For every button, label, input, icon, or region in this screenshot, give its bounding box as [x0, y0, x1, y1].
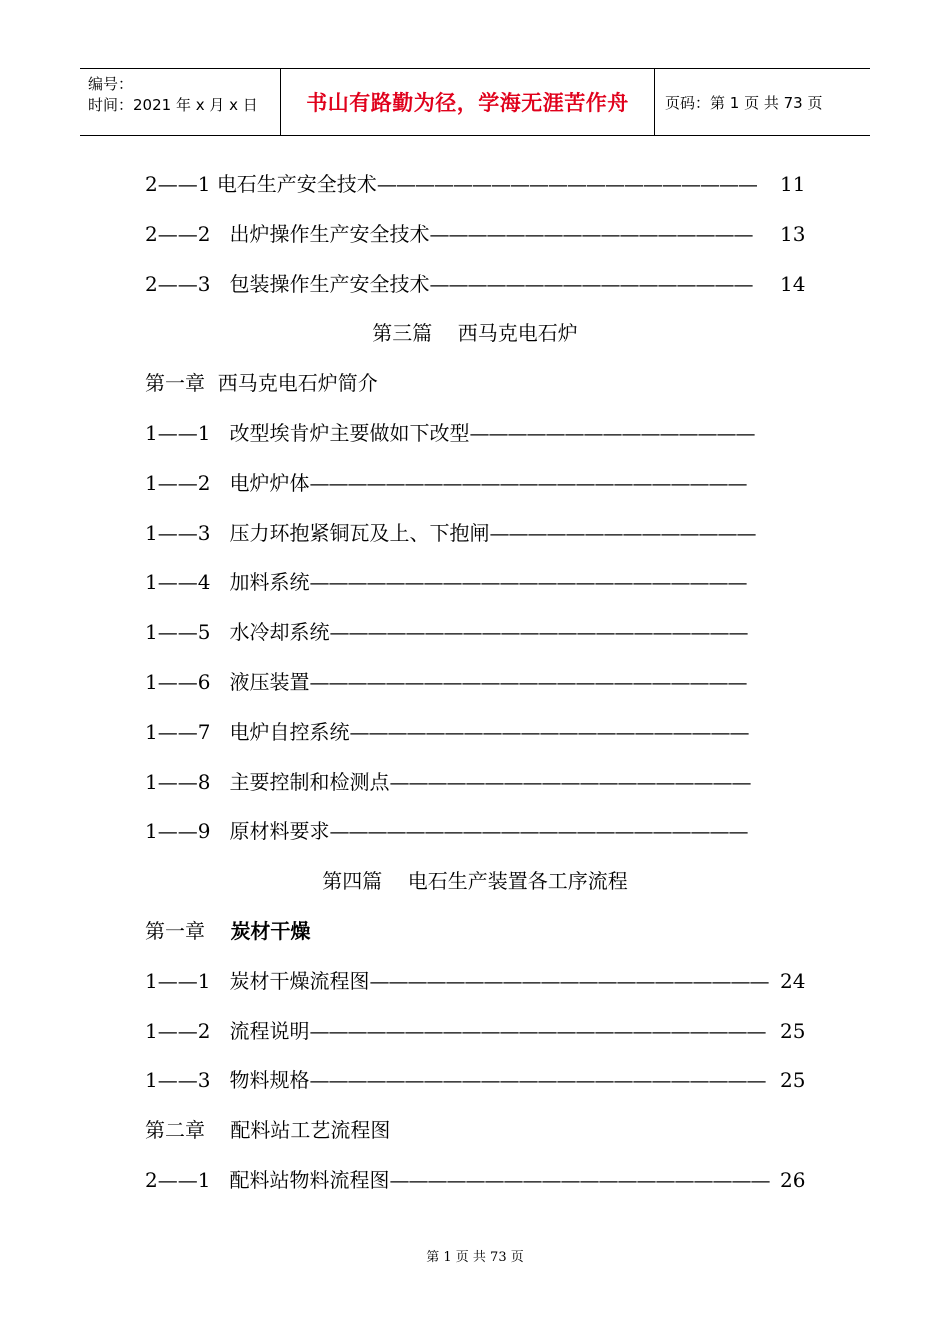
toc-entry-number: 1——5	[145, 620, 211, 644]
toc-entry-page: 14	[780, 272, 806, 296]
toc-leader: ————————————————————	[389, 1168, 770, 1192]
toc-entry-number: 1——1	[145, 969, 211, 993]
toc-entry-number: 2——1	[145, 1168, 211, 1192]
toc-leader: ———————————————	[469, 421, 755, 445]
toc-entry-page: 25	[780, 1019, 806, 1043]
toc-entry-title: 压力环抱紧铜瓦及上、下抱闸	[229, 521, 490, 545]
header-meta	[80, 69, 281, 135]
toc-entry-title: 电炉炉体	[229, 471, 310, 495]
toc-leader: —————————————————	[429, 222, 753, 246]
toc-entry-number: 1——7	[145, 720, 211, 744]
toc-entry-number: 2——2	[145, 222, 211, 246]
toc-entry-title: 电石生产安全技术	[216, 172, 377, 196]
toc-leader: ————————————————————————	[309, 1019, 766, 1043]
toc-entry[interactable]	[145, 420, 755, 446]
toc-entry[interactable]	[145, 569, 747, 595]
toc-entry-title: 加料系统	[229, 570, 310, 594]
toc-entry-title: 主要控制和检测点	[229, 770, 390, 794]
chapter-heading	[145, 370, 378, 396]
toc-entry[interactable]	[145, 968, 806, 994]
toc-entry-number: 1——9	[145, 819, 211, 843]
toc-leader: ———————————————————————	[309, 471, 747, 495]
header-page-info: 页码：第 1 页 共 73 页	[665, 93, 823, 112]
code-label: 编号：	[88, 75, 134, 93]
date-label: 时间：2021 年 x 月 x 日	[88, 96, 258, 114]
toc-leader: —————————————————	[429, 272, 753, 296]
toc-leader: ——————————————————————	[329, 620, 748, 644]
toc-entry-number: 1——2	[145, 471, 211, 495]
toc-entry[interactable]	[145, 719, 749, 745]
toc-leader: ————————————————————————	[309, 1068, 766, 1092]
toc-entry-number: 1——4	[145, 570, 211, 594]
chapter-heading	[145, 1117, 390, 1143]
toc-entry[interactable]	[145, 1067, 806, 1093]
toc-entry-title: 原材料要求	[229, 819, 330, 843]
toc-entry[interactable]	[145, 221, 806, 247]
toc-leader: —————————————————————	[349, 720, 749, 744]
toc-entry-title: 炭材干燥流程图	[229, 969, 370, 993]
page-footer: 第 1 页 共 73 页	[426, 1250, 524, 1265]
toc-leader: —————————————————————	[369, 969, 769, 993]
part-heading: 第四篇 电石生产装置各工序流程	[322, 869, 628, 893]
toc-entry[interactable]	[145, 171, 806, 197]
toc-entry-page: 26	[780, 1168, 806, 1192]
toc-entry-number: 1——8	[145, 770, 211, 794]
toc-leader: ———————————————————	[389, 770, 751, 794]
toc-entry-page: 25	[780, 1068, 806, 1092]
toc-entry[interactable]	[145, 271, 806, 297]
toc-entry-title: 配料站物料流程图	[229, 1168, 390, 1192]
toc-entry-title: 包装操作生产安全技术	[229, 272, 430, 296]
toc-entry-title: 改型埃肯炉主要做如下改型	[229, 421, 470, 445]
chapter-title: 炭材干燥	[230, 919, 311, 943]
toc-entry[interactable]	[145, 818, 748, 844]
toc-entry-number: 1——2	[145, 1019, 211, 1043]
toc-leader: ———————————————————————	[309, 670, 747, 694]
header-motto: 书山有路勤为径，学海无涯苦作舟	[281, 69, 655, 135]
toc-entry-number: 1——6	[145, 670, 211, 694]
toc-entry[interactable]	[145, 1167, 806, 1193]
toc-entry-number: 1——1	[145, 421, 211, 445]
toc-leader: ————————————————————	[376, 172, 757, 196]
chapter-heading	[145, 918, 310, 944]
toc-entry-title: 电炉自控系统	[229, 720, 350, 744]
toc-entry[interactable]	[145, 520, 756, 546]
toc-entry[interactable]	[145, 1018, 806, 1044]
toc-entry-title: 流程说明	[229, 1019, 310, 1043]
toc-leader: ——————————————	[489, 521, 756, 545]
toc-entry[interactable]	[145, 769, 751, 795]
toc-entry[interactable]	[145, 669, 747, 695]
toc-leader: ———————————————————————	[309, 570, 747, 594]
toc-entry-page: 13	[780, 222, 806, 246]
part-heading: 第三篇 西马克电石炉	[372, 321, 578, 345]
toc-entry-title: 水冷却系统	[229, 620, 330, 644]
page-header	[80, 68, 870, 136]
chapter-label: 第一章	[145, 919, 205, 943]
toc-entry-page: 24	[780, 969, 806, 993]
toc-entry[interactable]	[145, 619, 748, 645]
chapter-label: 第二章 配料站工艺流程图	[145, 1118, 391, 1142]
toc-entry[interactable]	[145, 470, 747, 496]
chapter-label: 第一章 西马克电石炉简介	[145, 371, 378, 395]
toc-leader: ——————————————————————	[329, 819, 748, 843]
toc-entry-number: 2——1	[145, 172, 211, 196]
toc-entry-title: 物料规格	[229, 1068, 310, 1092]
toc-entry-number: 1——3	[145, 1068, 211, 1092]
toc-entry-number: 2——3	[145, 272, 211, 296]
toc-entry-title: 出炉操作生产安全技术	[229, 222, 430, 246]
toc-entry-number: 1——3	[145, 521, 211, 545]
toc-entry-page: 11	[780, 172, 806, 196]
toc-entry-title: 液压装置	[229, 670, 310, 694]
